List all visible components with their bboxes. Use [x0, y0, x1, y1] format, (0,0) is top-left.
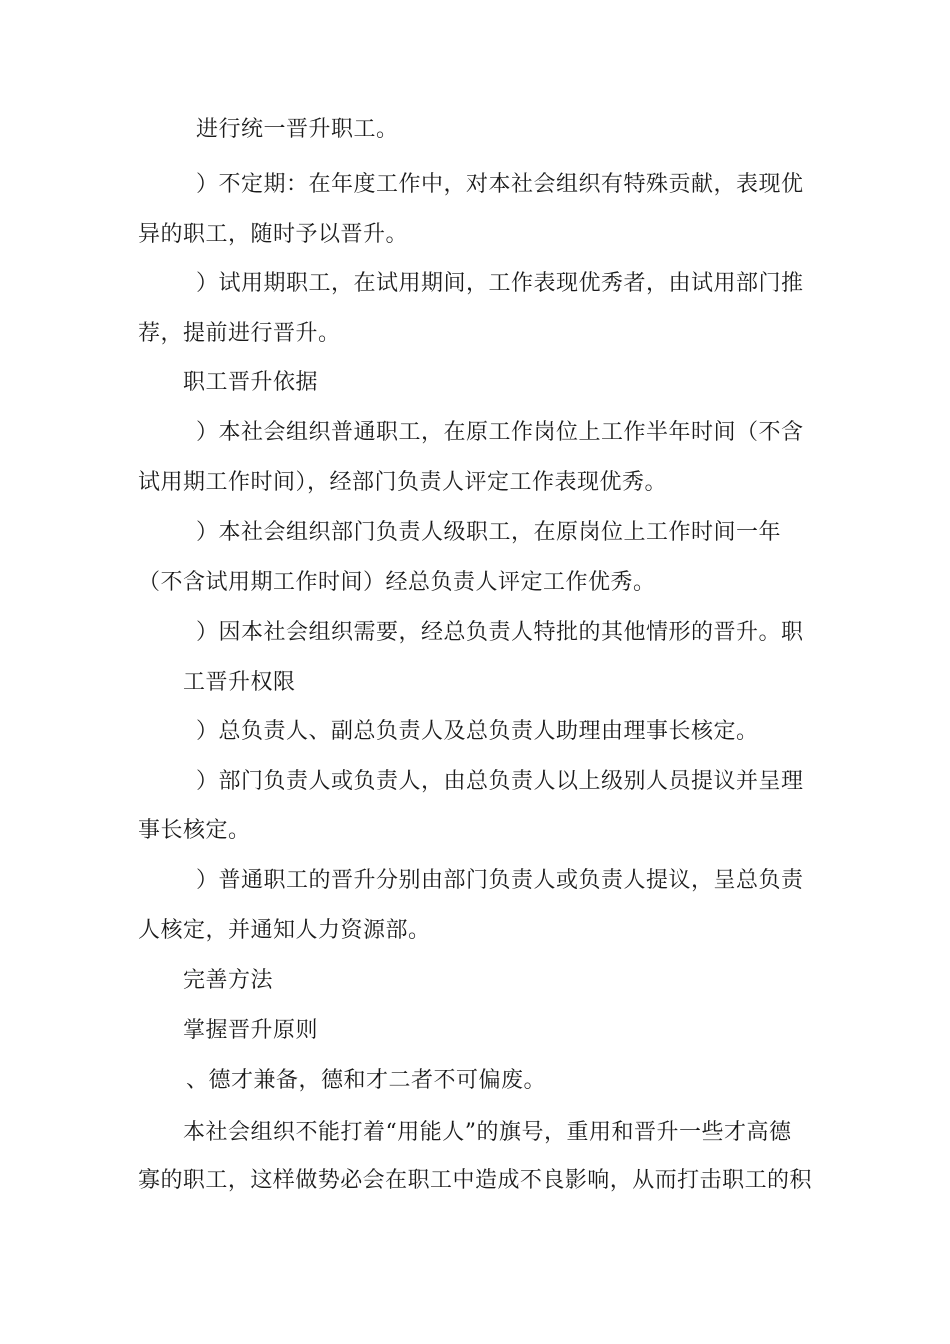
- text-line: 荐，提前进行晋升。: [138, 321, 341, 346]
- section-heading: 完善方法: [183, 968, 274, 993]
- text-line: ）普通职工的晋升分别由部门负责人或负责人提议，呈总负责: [196, 868, 804, 893]
- text-line: 寡的职工，这样做势必会在职工中造成不良影响，从而打击职工的积: [138, 1168, 812, 1193]
- text-line: 试用期工作时间），经部门负责人评定工作表现优秀。: [138, 470, 668, 495]
- section-heading: 职工晋升依据: [183, 370, 319, 395]
- text-line: （不含试用期工作时间）经总负责人评定工作优秀。: [138, 570, 656, 595]
- text-line: 进行统一晋升职工。: [196, 117, 399, 142]
- text-line: 工晋升权限: [183, 670, 296, 695]
- text-line: ）试用期职工，在试用期间，工作表现优秀者，由试用部门推: [196, 271, 804, 296]
- text-line: ）部门负责人或负责人，由总负责人以上级别人员提议并呈理: [196, 769, 804, 794]
- text-line: ）本社会组织部门负责人级职工，在原岗位上工作时间一年: [196, 520, 782, 545]
- text-line: ）总负责人、副总负责人及总负责人助理由理事长核定。: [196, 719, 759, 744]
- text-line: ）不定期：在年度工作中，对本社会组织有特殊贡献，表现优: [196, 172, 804, 197]
- text-line: 异的职工，随时予以晋升。: [138, 222, 409, 247]
- text-line: 、德才兼备，德和才二者不可偏废。: [186, 1068, 547, 1093]
- text-line: ）因本社会组织需要，经总负责人特批的其他情形的晋升。职: [196, 620, 804, 645]
- section-heading: 掌握晋升原则: [183, 1018, 319, 1043]
- text-line: 本社会组织不能打着“用能人”的旗号，重用和晋升一些才高德: [183, 1120, 792, 1145]
- text-line: ）本社会组织普通职工，在原工作岗位上工作半年时间（不含: [196, 420, 804, 445]
- text-line: 人核定，并通知人力资源部。: [138, 918, 431, 943]
- text-line: 事长核定。: [138, 818, 251, 843]
